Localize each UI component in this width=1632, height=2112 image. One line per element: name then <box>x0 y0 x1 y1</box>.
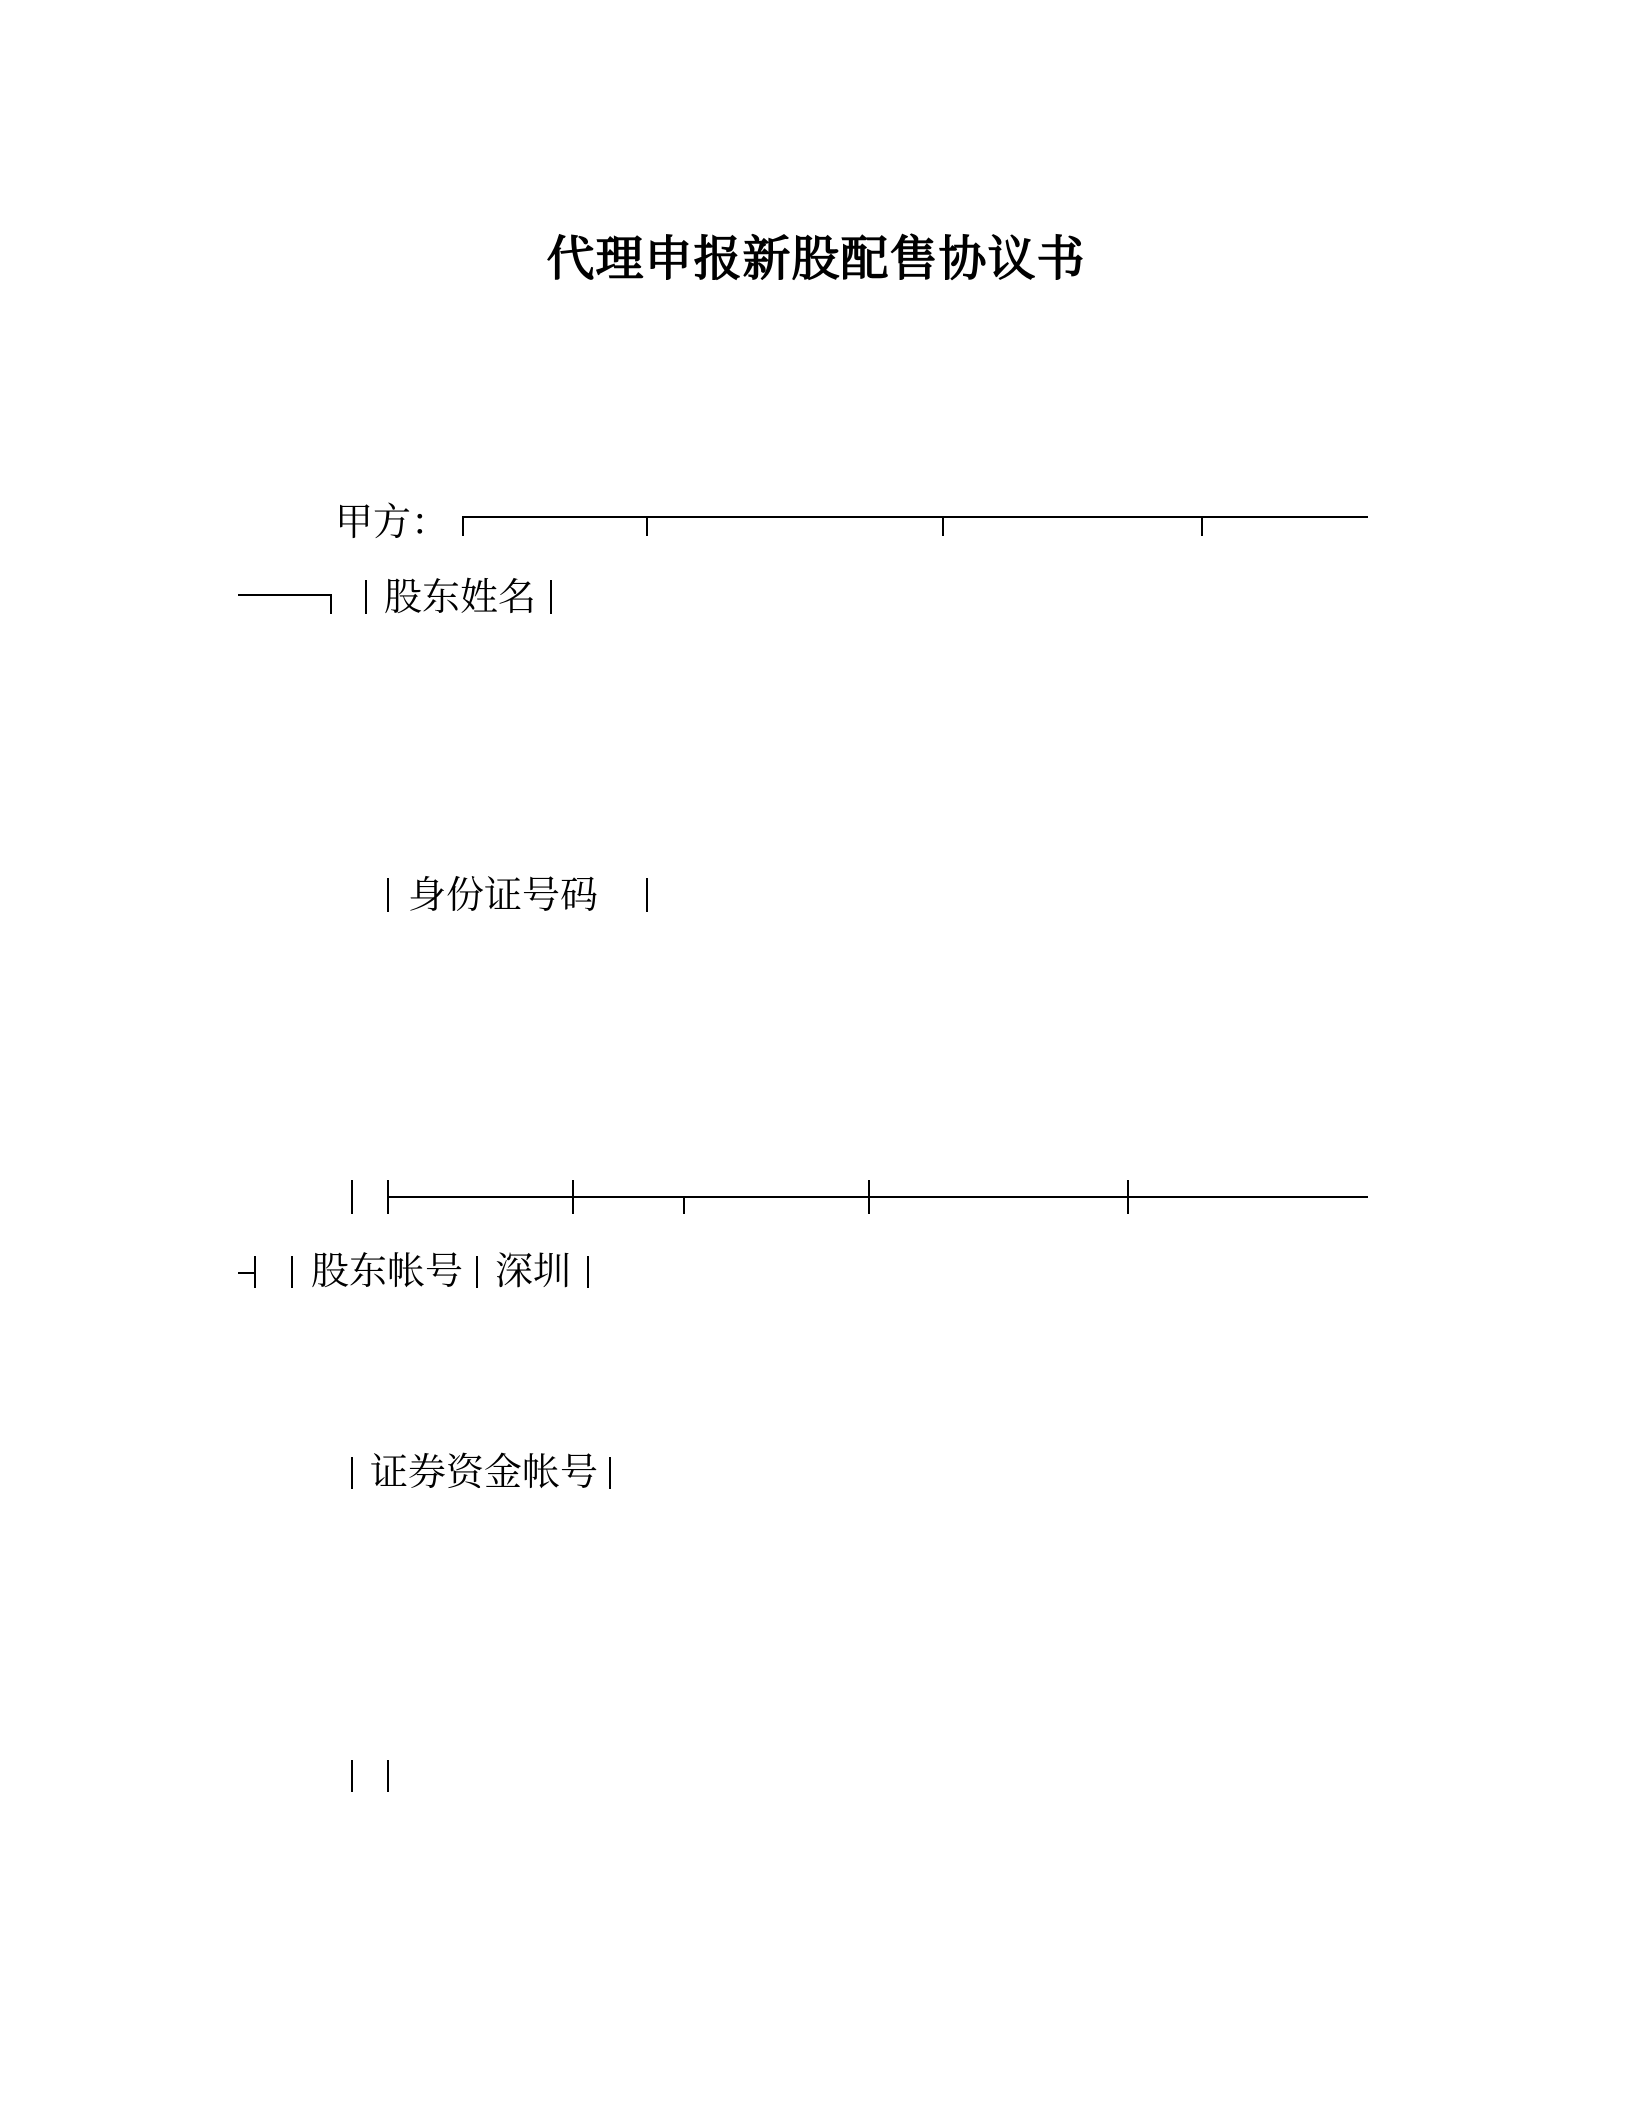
cell-border <box>387 878 389 912</box>
exchange-label: 深圳 <box>495 1249 572 1293</box>
cell-border <box>587 1256 589 1288</box>
cell-border <box>387 1760 389 1792</box>
rule-tick <box>1127 1180 1129 1214</box>
cell-border <box>365 580 367 614</box>
cell-border <box>609 1457 611 1489</box>
cell-border <box>254 1256 256 1288</box>
rule-tick <box>646 516 648 536</box>
cell-border <box>351 1760 353 1792</box>
party-a-label: 甲方： <box>335 500 450 544</box>
cell-border <box>351 1457 353 1489</box>
rule-tick <box>868 1180 870 1214</box>
cell-border <box>550 580 552 614</box>
document-title: 代理申报新股配售协议书 <box>546 231 1086 287</box>
shareholder-name-label: 股东姓名 <box>384 575 537 619</box>
table-rule <box>238 594 331 596</box>
rule-tick <box>572 1180 574 1214</box>
cell-border <box>476 1256 478 1288</box>
rule-tick <box>1201 516 1203 536</box>
table-rule <box>238 1272 254 1274</box>
cell-border <box>291 1256 293 1288</box>
party-a-rule <box>462 516 1368 518</box>
rule-tick <box>330 594 332 614</box>
cell-border <box>646 878 648 912</box>
rule-tick <box>683 1196 685 1214</box>
id-number-label: 身份证号码 <box>408 873 599 917</box>
rule-tick <box>462 516 464 536</box>
shareholder-account-label: 股东帐号 <box>311 1249 464 1293</box>
rule-tick <box>942 516 944 536</box>
cell-border <box>351 1180 353 1214</box>
fund-account-label: 证券资金帐号 <box>370 1450 599 1494</box>
table-rule <box>387 1196 1368 1198</box>
